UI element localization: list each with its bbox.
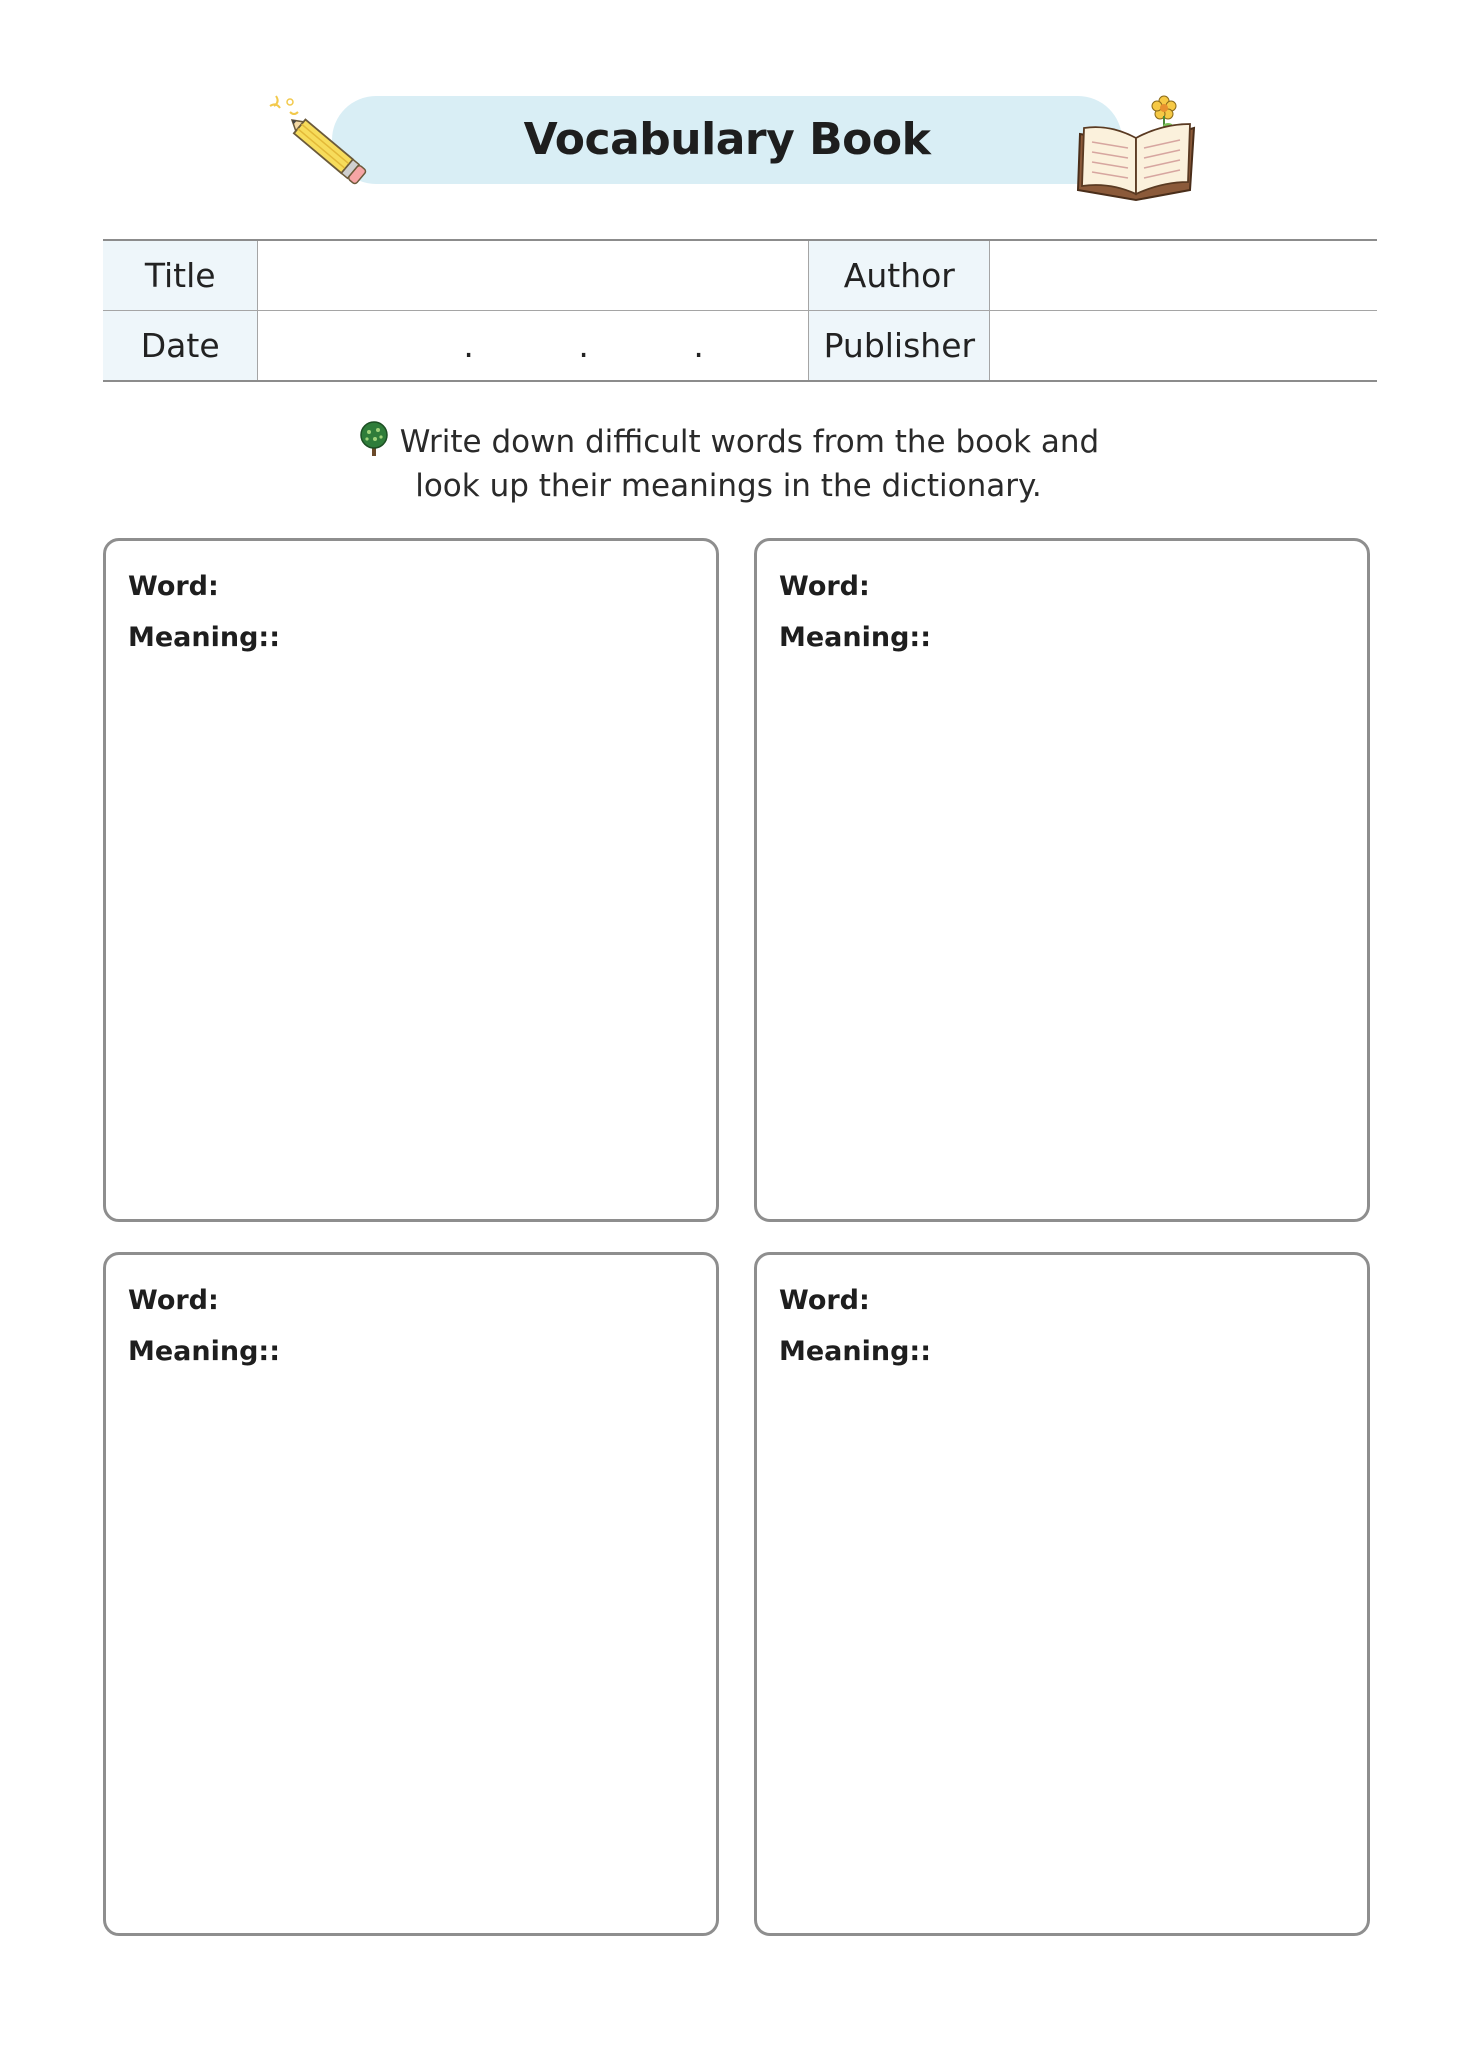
word-box[interactable]	[754, 538, 1370, 1222]
publisher-label: Publisher	[809, 311, 990, 382]
word-label: Word:	[779, 571, 870, 602]
meaning-label: Meaning::	[779, 622, 932, 653]
date-separator: .	[463, 326, 474, 365]
meaning-label: Meaning::	[779, 1336, 932, 1367]
instruction-text-line-1: Write down difficult words from the book and	[399, 424, 1100, 460]
word-box[interactable]	[103, 538, 719, 1222]
tree-icon	[358, 420, 390, 458]
meaning-label: Meaning::	[128, 1336, 281, 1367]
instruction-text	[0, 420, 1457, 508]
info-row-date-publisher	[103, 311, 1377, 382]
book-info-table	[103, 239, 1377, 382]
author-field[interactable]	[990, 240, 1377, 311]
word-label: Word:	[128, 571, 219, 602]
instruction-line-1	[0, 420, 1457, 464]
word-box[interactable]	[103, 1252, 719, 1936]
date-field[interactable]	[258, 311, 809, 382]
title-label: Title	[103, 240, 258, 311]
date-separators	[258, 326, 808, 365]
pencil-icon	[262, 92, 382, 192]
meaning-label: Meaning::	[128, 622, 281, 653]
publisher-field[interactable]	[990, 311, 1377, 382]
page-title: Vocabulary Book	[523, 114, 931, 165]
date-label: Date	[103, 311, 258, 382]
word-box[interactable]	[754, 1252, 1370, 1936]
open-book-icon	[1072, 94, 1202, 204]
date-separator: .	[693, 326, 704, 365]
info-row-title-author	[103, 240, 1377, 311]
instruction-text-line-2: look up their meanings in the dictionary.	[415, 468, 1042, 504]
author-label: Author	[809, 240, 990, 311]
title-field[interactable]	[258, 240, 809, 311]
word-label: Word:	[128, 1285, 219, 1316]
word-label: Word:	[779, 1285, 870, 1316]
date-separator: .	[578, 326, 589, 365]
